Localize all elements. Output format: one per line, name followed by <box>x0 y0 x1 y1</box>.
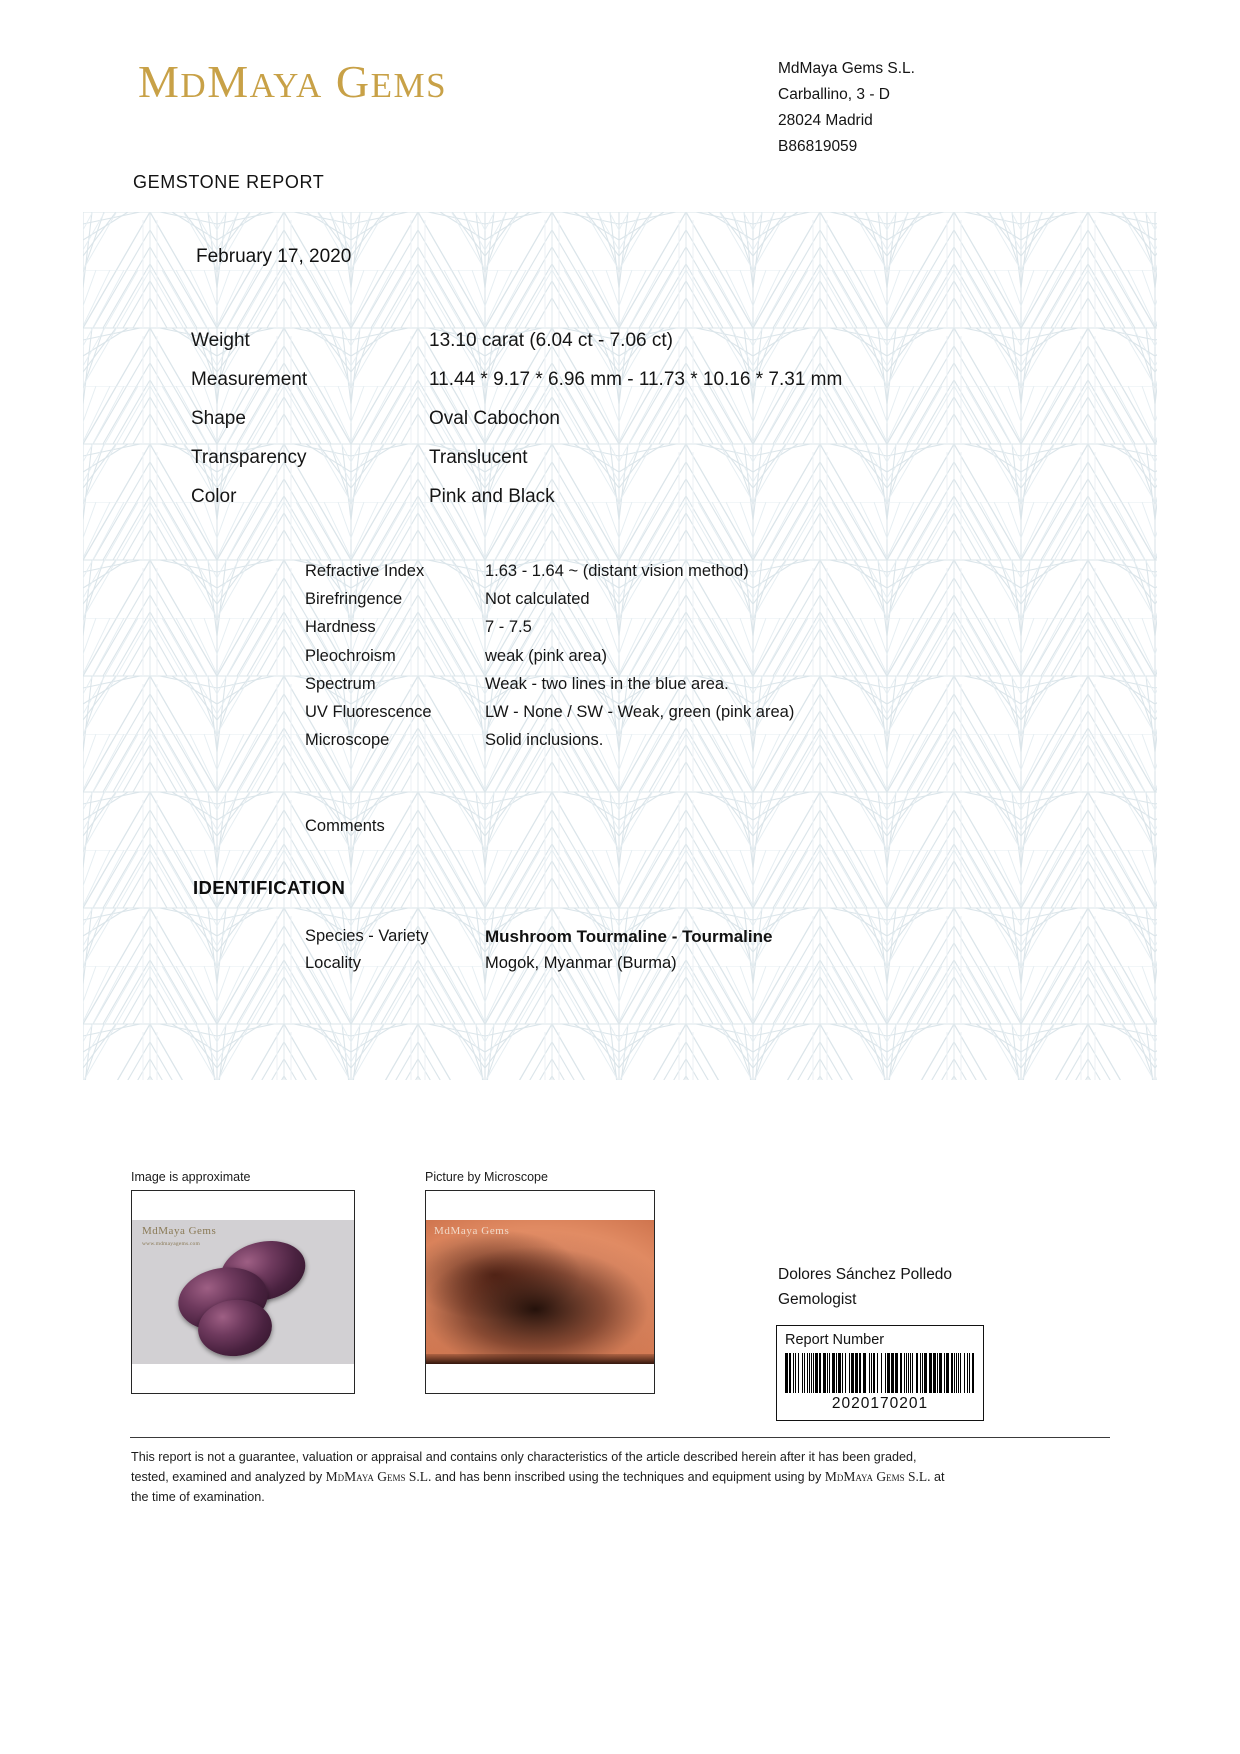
report-body-panel <box>83 212 1157 1080</box>
company-logo: MDMAYA GEMS <box>138 56 448 107</box>
company-address-line: Carballino, 3 - D <box>778 86 890 103</box>
property-row <box>305 703 1125 731</box>
spec-value: 11.44 * 9.17 * 6.96 mm - 11.73 * 10.16 * 7.31 mm <box>429 369 843 390</box>
page-title: GEMSTONE REPORT <box>133 172 325 192</box>
spec-value: Pink and Black <box>429 486 555 507</box>
property-value: Solid inclusions. <box>485 731 604 750</box>
photo-watermark-text: MdMaya Gems <box>142 1225 217 1237</box>
gemological-properties-list <box>305 562 1125 759</box>
photo-watermark <box>142 1226 216 1250</box>
gemologist-signature <box>778 1262 952 1312</box>
company-address-line: 28024 Madrid <box>778 112 873 129</box>
footer-company-smallcaps: MdMaya Gems S.L. <box>325 1469 432 1484</box>
identification-row-locality <box>305 954 1125 981</box>
property-row <box>305 590 1125 618</box>
spec-row <box>191 447 1091 486</box>
property-row <box>305 675 1125 703</box>
identification-label: Locality <box>305 954 361 972</box>
photo-shadow-band <box>426 1354 654 1364</box>
spec-label: Measurement <box>191 369 308 390</box>
footer-line-2-b: and has benn inscribed using the techniques and equipment using by <box>431 1470 825 1484</box>
barcode <box>785 1353 975 1393</box>
identification-row-species <box>305 927 1125 954</box>
spec-label: Shape <box>191 408 246 429</box>
gemologist-role: Gemologist <box>778 1291 857 1308</box>
barcode-gap <box>974 1353 975 1393</box>
footer-disclaimer <box>131 1447 1121 1507</box>
property-label: Hardness <box>305 618 376 637</box>
property-row <box>305 731 1125 759</box>
property-row <box>305 618 1125 646</box>
microscope-photo-image <box>426 1220 654 1364</box>
document-header <box>0 0 1240 165</box>
footer-line-2-a: tested, examined and analyzed by <box>131 1470 326 1484</box>
footer-line-3: the time of examination. <box>131 1490 265 1504</box>
report-number-box <box>776 1325 984 1421</box>
property-value: Not calculated <box>485 590 590 609</box>
company-address-line: MdMaya Gems S.L. <box>778 60 915 77</box>
report-number-label: Report Number <box>785 1332 885 1348</box>
spec-row <box>191 330 1091 369</box>
main-specifications-list <box>191 330 1091 525</box>
footer-line-1: This report is not a guarantee, valuation or appraisal and contains only characteristics of the article described herein after it has been graded, <box>131 1450 917 1464</box>
identification-list <box>305 927 1125 981</box>
footer-divider <box>130 1437 1110 1438</box>
spec-row <box>191 369 1091 408</box>
report-number-value: 2020170201 <box>831 1395 929 1412</box>
property-value: 1.63 - 1.64 ~ (distant vision method) <box>485 562 749 580</box>
property-label: UV Fluorescence <box>305 702 432 721</box>
company-address-line: B86819059 <box>778 138 858 155</box>
spec-label: Color <box>191 486 237 507</box>
comments-label: Comments <box>305 817 385 835</box>
photo-watermark: MdMaya Gems <box>434 1225 510 1237</box>
identification-value: Mogok, Myanmar (Burma) <box>485 954 677 972</box>
company-address <box>778 56 915 160</box>
identification-heading: IDENTIFICATION <box>193 877 346 898</box>
footer-line-2-c: at <box>930 1470 945 1484</box>
property-value: 7 - 7.5 <box>485 618 532 637</box>
photo1-caption: Image is approximate <box>131 1170 251 1184</box>
property-label: Birefringence <box>305 590 403 609</box>
spec-row <box>191 408 1091 447</box>
spec-value: 13.10 carat (6.04 ct - 7.06 ct) <box>429 330 673 351</box>
gemstone-photo <box>131 1190 355 1394</box>
spec-value: Oval Cabochon <box>429 408 560 429</box>
photo-watermark-url: www.mdmayagems.com <box>142 1241 200 1247</box>
spec-row <box>191 486 1091 525</box>
property-value: Weak - two lines in the blue area. <box>485 674 729 693</box>
footer-company-smallcaps: MdMaya Gems S.L. <box>824 1469 931 1484</box>
property-value: LW - None / SW - Weak, green (pink area) <box>485 702 795 721</box>
gemstone-photo-image <box>132 1220 354 1364</box>
spec-label: Transparency <box>191 447 307 468</box>
gemologist-name: Dolores Sánchez Polledo <box>778 1266 953 1283</box>
property-row <box>305 562 1125 590</box>
property-label: Refractive Index <box>305 562 425 580</box>
report-date: February 17, 2020 <box>196 246 352 267</box>
identification-label: Species - Variety <box>305 927 429 945</box>
spec-label: Weight <box>191 330 250 351</box>
microscope-photo <box>425 1190 655 1394</box>
property-row <box>305 647 1125 675</box>
identification-value: Mushroom Tourmaline - Tourmaline <box>485 927 773 946</box>
property-label: Pleochroism <box>305 646 396 665</box>
property-label: Microscope <box>305 731 390 750</box>
spec-value: Translucent <box>429 447 528 468</box>
property-value: weak (pink area) <box>485 646 607 665</box>
photo2-caption: Picture by Microscope <box>425 1170 548 1184</box>
property-label: Spectrum <box>305 674 376 693</box>
